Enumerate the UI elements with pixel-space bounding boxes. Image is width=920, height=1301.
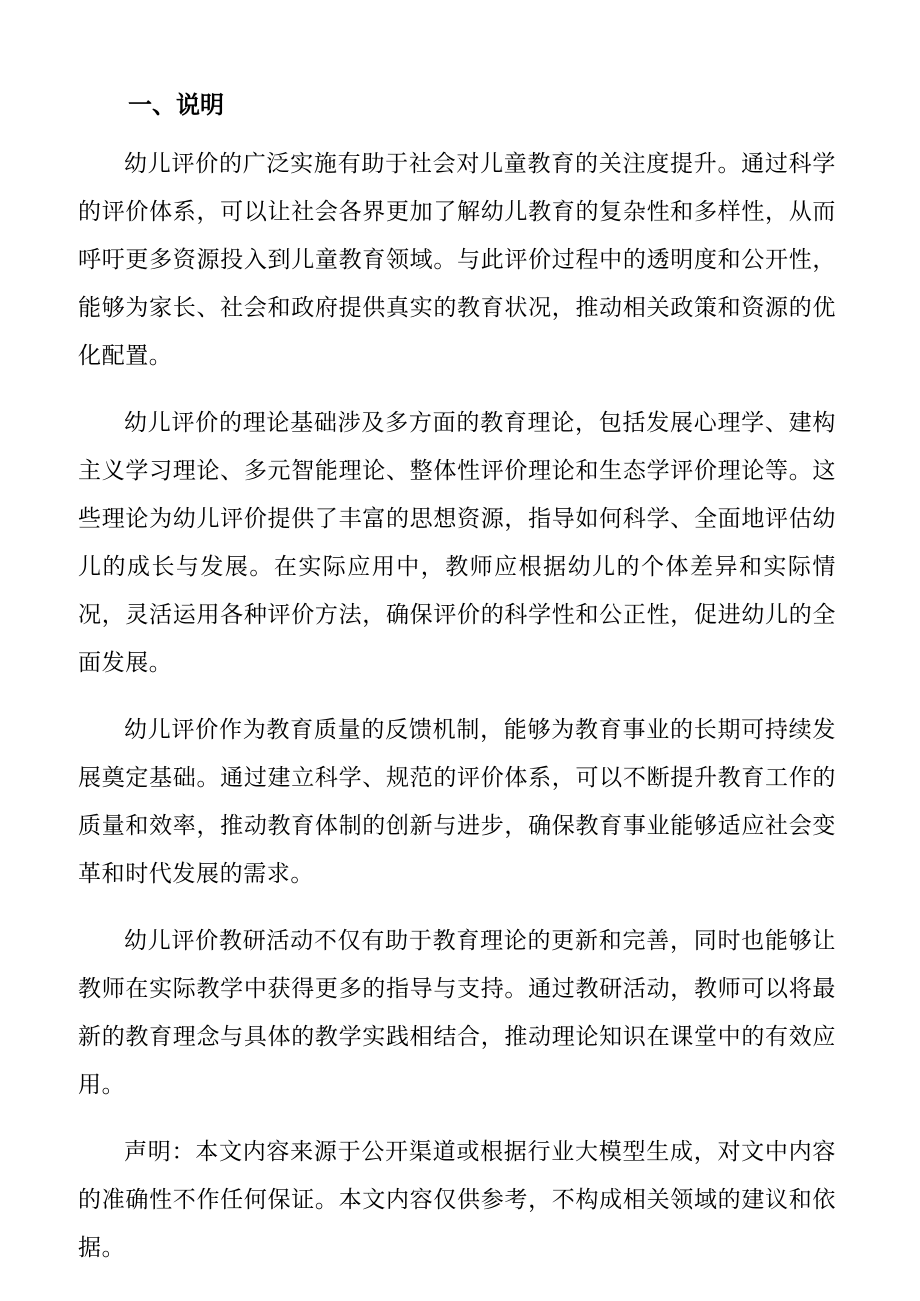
disclaimer-paragraph: 声明：本文内容来源于公开渠道或根据行业大模型生成，对文中内容的准确性不作任何保证。本文内容仅供参考，不构成相关领域的建议和依据。 xyxy=(78,1139,836,1261)
document-body xyxy=(78,140,836,1272)
section-heading: 一、说明 xyxy=(128,90,224,119)
paragraph-teaching-research: 幼儿评价教研活动不仅有助于教育理论的更新和完善，同时也能够让教师在实际教学中获得更多的指导与支持。通过教研活动，教师可以将最新的教育理念与具体的教学实践相结合，推动理论知识在课堂中的有效应用。 xyxy=(78,928,836,1098)
paragraph-theoretical-basis: 幼儿评价的理论基础涉及多方面的教育理论，包括发展心理学、建构主义学习理论、多元智能理论、整体性评价理论和生态学评价理论等。这些理论为幼儿评价提供了丰富的思想资源，指导如何科学、全面地评估幼儿的成长与发展。在实际应用中，教师应根据幼儿的个体差异和实际情况，灵活运用各种评价方法，确保评价的科学性和公正性，促进幼儿的全面发展。 xyxy=(78,410,836,676)
paragraph-feedback-mechanism: 幼儿评价作为教育质量的反馈机制，能够为教育事业的长期可持续发展奠定基础。通过建立科学、规范的评价体系，可以不断提升教育工作的质量和效率，推动教育体制的创新与进步，确保教育事业能够适应社会变革和时代发展的需求。 xyxy=(78,717,836,887)
paragraph-public-attention: 幼儿评价的广泛实施有助于社会对儿童教育的关注度提升。通过科学的评价体系，可以让社会各界更加了解幼儿教育的复杂性和多样性，从而呼吁更多资源投入到儿童教育领域。与此评价过程中的透明度和公开性，能够为家长、社会和政府提供真实的教育状况，推动相关政策和资源的优化配置。 xyxy=(78,151,836,369)
